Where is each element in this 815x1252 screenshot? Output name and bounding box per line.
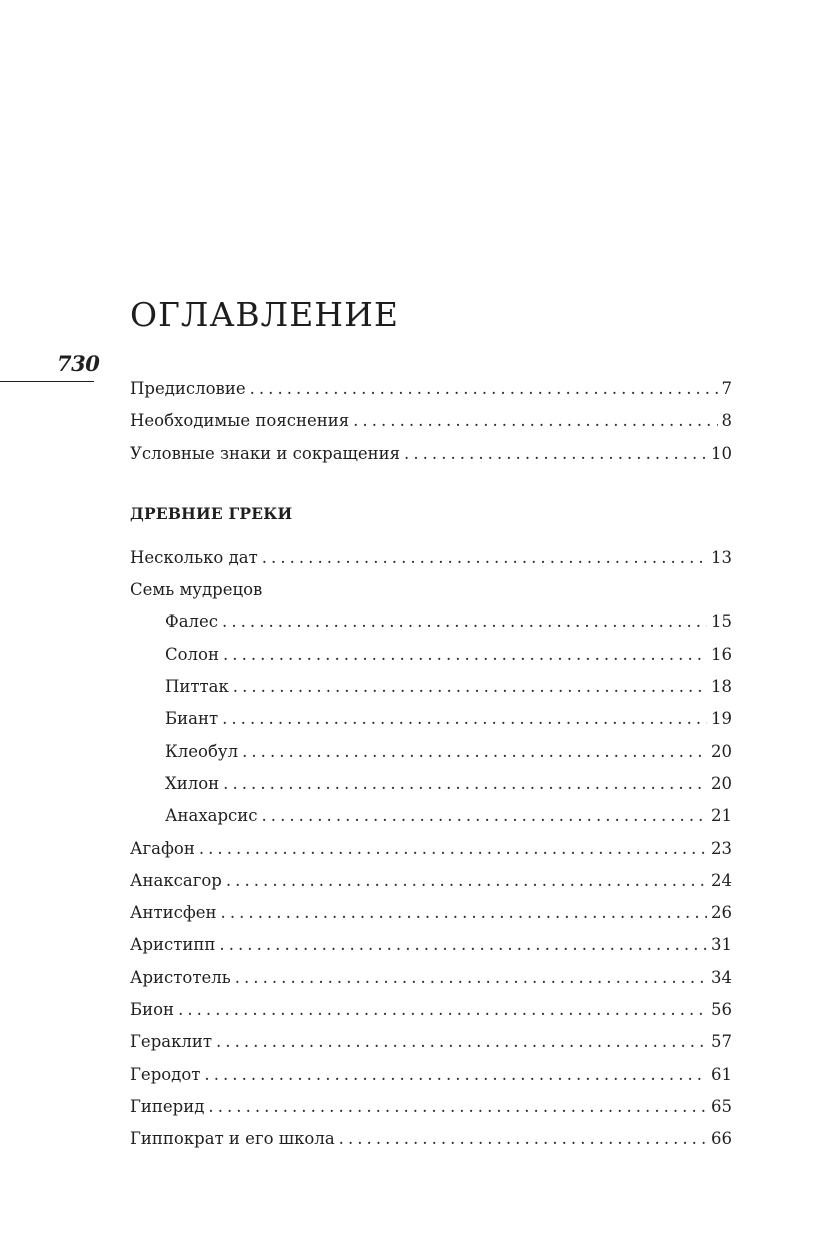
toc-entry-label: Анаксагор (130, 865, 226, 897)
toc-entry-page: 26 (707, 897, 732, 929)
toc-entry-page: 13 (707, 542, 732, 574)
toc-entry-page: 19 (707, 703, 732, 735)
toc-entry[interactable] (130, 1123, 732, 1155)
toc-entry-page: 10 (707, 438, 732, 470)
toc-entry-label: Семь мудрецов (130, 574, 266, 606)
toc-entry-label: Солон (165, 639, 223, 671)
toc-entry-page: 18 (707, 671, 732, 703)
dot-leader (199, 833, 707, 865)
dot-leader (204, 1059, 707, 1091)
dot-leader (219, 929, 707, 961)
toc-subentry[interactable] (130, 671, 732, 703)
margin-rule (0, 381, 94, 382)
toc-entry-page: 20 (707, 768, 732, 800)
toc-subentry[interactable] (130, 736, 732, 768)
page-number: 730 (57, 351, 100, 376)
dot-leader (223, 768, 707, 800)
table-of-contents (130, 373, 732, 1156)
toc-entry-label: Гиппократ и его школа (130, 1123, 339, 1155)
toc-entry-page: 31 (707, 929, 732, 961)
toc-entry[interactable] (130, 865, 732, 897)
dot-leader (226, 865, 707, 897)
toc-subentry[interactable] (130, 639, 732, 671)
toc-group-heading[interactable] (130, 574, 732, 606)
toc-entry[interactable] (130, 929, 732, 961)
dot-leader (353, 405, 717, 437)
toc-entry[interactable] (130, 438, 732, 470)
toc-entry-label: Предисловие (130, 373, 250, 405)
toc-entry-label: Фалес (165, 606, 222, 638)
dot-leader (235, 962, 707, 994)
toc-entry-page: 57 (707, 1026, 732, 1058)
dot-leader (208, 1091, 707, 1123)
toc-entry-label: Анахарсис (165, 800, 262, 832)
toc-entry[interactable] (130, 897, 732, 929)
toc-entry-label: Бион (130, 994, 178, 1026)
toc-entry-label: Агафон (130, 833, 199, 865)
toc-entry-label: Несколько дат (130, 542, 262, 574)
dot-leader (222, 606, 707, 638)
toc-entry-label: Антисфен (130, 897, 221, 929)
toc-entry-page: 65 (707, 1091, 732, 1123)
toc-entry-page: 7 (718, 373, 733, 405)
dot-leader (222, 703, 707, 735)
toc-subentry[interactable] (130, 703, 732, 735)
dot-leader (221, 897, 707, 929)
dot-leader (339, 1123, 707, 1155)
dot-leader (242, 736, 707, 768)
toc-entry-page: 20 (707, 736, 732, 768)
toc-entry-page: 34 (707, 962, 732, 994)
toc-entry-page: 56 (707, 994, 732, 1026)
toc-entry-page: 21 (707, 800, 732, 832)
toc-entry-label: Клеобул (165, 736, 242, 768)
dot-leader (178, 994, 707, 1026)
page-title: ОГЛАВЛЕНИЕ (130, 295, 399, 334)
toc-subentry[interactable] (130, 606, 732, 638)
toc-entry-label: Питтак (165, 671, 233, 703)
toc-entry-label: Биант (165, 703, 222, 735)
toc-entry[interactable] (130, 1026, 732, 1058)
toc-entry-page: 15 (707, 606, 732, 638)
dot-leader (216, 1026, 707, 1058)
toc-entry[interactable] (130, 1091, 732, 1123)
toc-entry-label: Гераклит (130, 1026, 216, 1058)
toc-entry[interactable] (130, 962, 732, 994)
toc-subentry[interactable] (130, 800, 732, 832)
toc-entry-label: Гиперид (130, 1091, 208, 1123)
toc-entry-label: Условные знаки и сокращения (130, 438, 404, 470)
dot-leader (262, 800, 707, 832)
dot-leader (262, 542, 707, 574)
toc-entry-label: Хилон (165, 768, 223, 800)
toc-entry-page: 23 (707, 833, 732, 865)
toc-entry[interactable] (130, 373, 732, 405)
toc-entry-label: Аристотель (130, 962, 235, 994)
toc-subentry[interactable] (130, 768, 732, 800)
toc-entry-page: 66 (707, 1123, 732, 1155)
toc-entry-page: 61 (707, 1059, 732, 1091)
toc-entry[interactable] (130, 994, 732, 1026)
toc-entry[interactable] (130, 833, 732, 865)
toc-entry[interactable] (130, 542, 732, 574)
section-heading: ДРЕВНИЕ ГРЕКИ (130, 503, 293, 523)
toc-entry-label: Геродот (130, 1059, 204, 1091)
dot-leader (250, 373, 718, 405)
dot-leader (223, 639, 707, 671)
dot-leader (233, 671, 707, 703)
dot-leader (404, 438, 707, 470)
toc-entry-page: 16 (707, 639, 732, 671)
toc-entry-page: 24 (707, 865, 732, 897)
toc-entry[interactable] (130, 405, 732, 437)
toc-entry[interactable] (130, 1059, 732, 1091)
toc-entry-label: Необходимые пояснения (130, 405, 353, 437)
toc-entry-label: Аристипп (130, 929, 219, 961)
toc-entry-page: 8 (718, 405, 733, 437)
